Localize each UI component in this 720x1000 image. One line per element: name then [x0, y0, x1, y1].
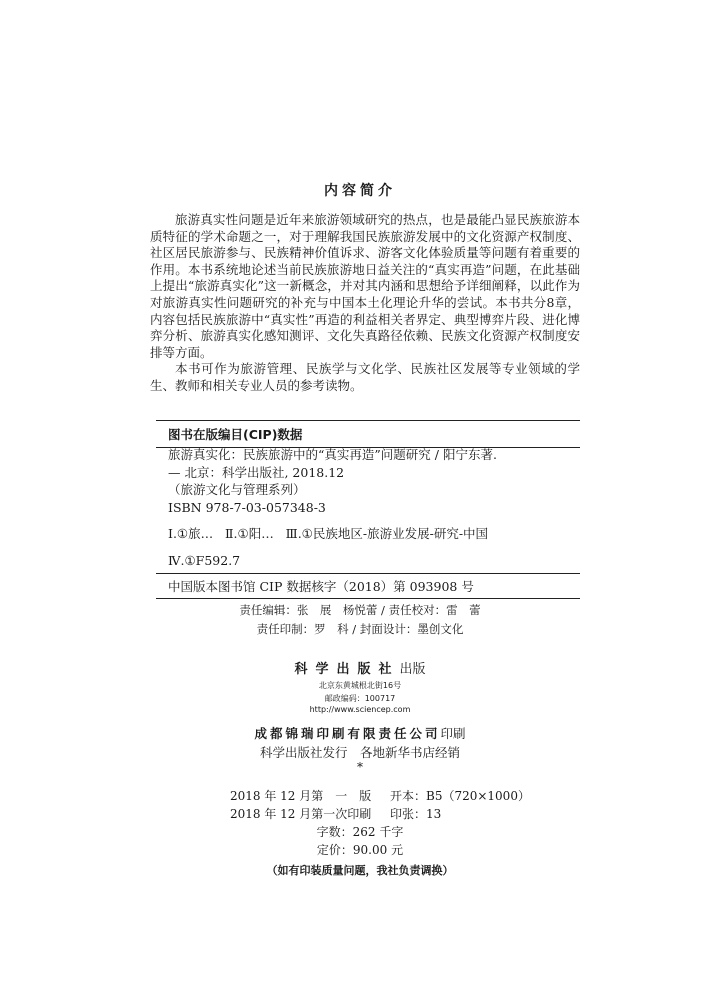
intro-paragraph-1: 旅游真实性问题是近年来旅游领域研究的热点，也是最能凸显民族旅游本质特征的学术命题之一，对于理解我国民族旅游发展中的文化资源产权制度、社区居民旅游参与、民族精神价值诉求、游客文化体验质量等问题有着重要的作用。本书系统地论述当前民族旅游地日益关注的“真实再造”问题，在此基础上提出“旅游真实化”这一新概念，并对其内涵和思想给予详细阐释，以此作为对旅游真实性问题研究的补充与中国本土化理论升华的尝试。本书共分8章，内容包括民族旅游中“真实性”再造的利益相关者界定、典型博弈片段、进化博弈分析、旅游真实化感知测评、文化失真路径依赖、民族文化资源产权制度安排等方面。 [150, 212, 580, 360]
separator-star: * [357, 760, 363, 774]
intro-paragraph-2: 本书可作为旅游管理、民族学与文化学、民族社区发展等专业领域的学生、教师和相关专业人员的参考读物。 [150, 361, 580, 393]
publisher-suffix: 出版 [399, 662, 426, 677]
cip-body [168, 446, 580, 569]
intro-body [150, 212, 580, 395]
credits-line-2 [0, 621, 720, 637]
cip-classification-line-1: Ⅰ.①旅… Ⅱ.①阳… Ⅲ.①民族地区-旅游业发展-研究-中国 [168, 526, 489, 541]
publisher-postcode: 邮政编码：100717 [324, 694, 396, 703]
credits-production: 责任印制：罗 科 / 封面设计：墨创文化 [256, 622, 464, 636]
printer-line [0, 724, 720, 742]
publisher-name: 科学出版社 [294, 662, 400, 677]
printer-suffix: 印刷 [440, 726, 466, 741]
credits-editors: 责任编辑：张 展 杨悦蕾 / 责任校对：雷 蕾 [239, 603, 481, 617]
format-size: 开本：B5（720×1000） [390, 789, 530, 803]
publisher-line [0, 658, 720, 677]
printer-name: 成都锦瑞印刷有限责任公司 [254, 726, 441, 741]
cip-header: 图书在版编目(CIP)数据 [156, 420, 580, 448]
cip-title-line: 旅游真实化：民族旅游中的“真实再造”问题研究 / 阳宁东著. [168, 447, 497, 462]
cip-isbn-line: ISBN 978-7-03-057348-3 [168, 499, 326, 515]
word-count: 字数：262 千字 [316, 825, 404, 839]
edition-date: 2018 年 12 月第 一 版 [230, 789, 372, 803]
publisher-address: 北京东黄城根北街16号 [318, 681, 402, 690]
distribution-line: 科学出版社发行 各地新华书店经销 [259, 745, 460, 760]
edition-row-2 [230, 805, 530, 822]
credits-line-1 [0, 602, 720, 618]
price: 定价：90.00 元 [316, 843, 404, 857]
cip-imprint-line: — 北京：科学出版社, 2018.12 [168, 464, 345, 480]
cip-series-line: （旅游文化与管理系列） [168, 482, 306, 497]
intro-title: 内容简介 [324, 183, 396, 199]
cip-footer: 中国版本图书馆 CIP 数据核字（2018）第 093908 号 [156, 573, 580, 599]
printing-date: 2018 年 12 月第一次印刷 [230, 807, 372, 821]
sheet-count: 印张：13 [390, 807, 442, 821]
quality-notice: （如有印装质量问题，我社负责调换） [266, 864, 454, 877]
cip-classification-line-2: Ⅳ.①F592.7 [168, 552, 241, 568]
publisher-website: http://www.sciencep.com [309, 705, 411, 714]
edition-row-1 [230, 787, 530, 804]
